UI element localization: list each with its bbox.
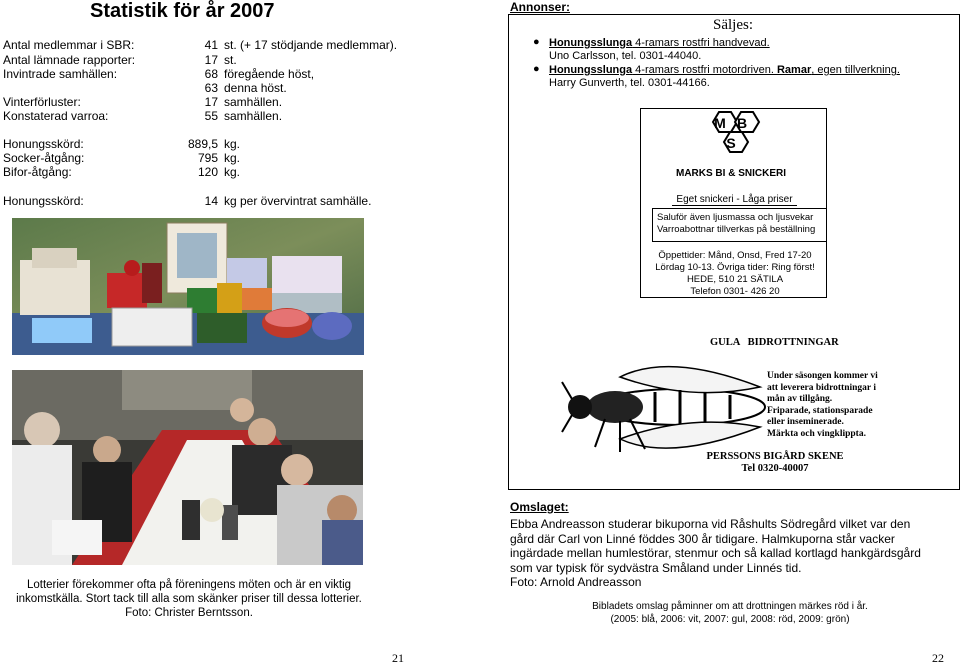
ad-footer-line: Tel 0320-40007 bbox=[741, 463, 809, 474]
harvest-value: 120 bbox=[197, 165, 218, 179]
marks-bi-ad bbox=[640, 108, 890, 298]
logo-letter: B bbox=[736, 115, 748, 131]
business-info-box bbox=[652, 208, 827, 242]
harvest-unit: kg. bbox=[224, 137, 241, 151]
ad-body bbox=[767, 371, 878, 440]
ad-item: Ramar bbox=[776, 64, 812, 76]
bullet-icon: ● bbox=[533, 63, 540, 75]
cover-line: Ebba Andreasson studerar bikuporna vid Råshults Södregård vilket var den bbox=[510, 517, 911, 531]
stat-unit: st. bbox=[224, 53, 237, 67]
harvest-label: Honungsskörd: bbox=[3, 137, 84, 151]
hours-line: Lördag 10-13. Övriga tider: Ring först! bbox=[655, 262, 815, 273]
cover-line: ingärdade mellan humlestörar, stenmur och så kallad kortlagd hankgärdsgård bbox=[510, 546, 921, 560]
ad-body-line: Märkta och vingklippta. bbox=[767, 428, 866, 439]
stat-label: Vinterförluster: bbox=[3, 95, 81, 109]
raffle-prizes-photo bbox=[12, 218, 364, 355]
logo-letter: M bbox=[714, 115, 726, 131]
harvest-value: 889,5 bbox=[187, 137, 218, 151]
stat-value: 17 bbox=[204, 95, 218, 109]
stat-unit: samhällen. bbox=[224, 95, 283, 109]
bibladet-note bbox=[510, 601, 950, 626]
harvest-value: 795 bbox=[197, 151, 218, 165]
ad-contact: Uno Carlsson, tel. 0301-44040. bbox=[549, 50, 702, 62]
stat-value: 68 bbox=[204, 67, 218, 81]
ad-contact: Harry Gunverth, tel. 0301-44166. bbox=[549, 77, 710, 89]
cover-line: som var typisk för sydvästra Småland under Linnés tid. bbox=[510, 560, 802, 575]
cover-line: gård där Carl von Linné föddes 300 år tidigare. Halmkuporna står vacker bbox=[510, 531, 895, 546]
ad-description: , egen tillverkning. bbox=[811, 64, 900, 76]
ad-heading: GULA BIDROTTNINGAR bbox=[710, 337, 839, 348]
ad-body-line: Under säsongen kommer vi bbox=[767, 371, 878, 381]
stat-label: Antal medlemmar i SBR: bbox=[3, 38, 135, 52]
harvest-unit: kg. bbox=[224, 151, 241, 165]
gula-bidrottningar-ad bbox=[560, 333, 950, 483]
note-line: Bibladets omslag påminner om att drottningen märkes röd i år. bbox=[592, 601, 868, 612]
for-sale-heading: Säljes: bbox=[713, 17, 753, 33]
caption-line: inkomstkälla. Stort tack till alla som skänker priser till dessa lotterier. bbox=[16, 593, 362, 605]
cover-line: Foto: Arnold Andreasson bbox=[510, 575, 642, 589]
stat-label: Konstaterad varroa: bbox=[3, 109, 109, 123]
business-tagline: Eget snickeri - Låga priser bbox=[672, 194, 797, 206]
meeting-photo bbox=[12, 370, 363, 565]
ad-footer-line: PERSSONS BIGÅRD SKENE bbox=[706, 451, 844, 462]
per-colony-value: 14 bbox=[204, 194, 218, 208]
ad-listing bbox=[549, 37, 770, 50]
stat-unit: samhällen. bbox=[224, 109, 283, 123]
raffle-prizes-illustration bbox=[12, 218, 364, 355]
harvest-label: Bifor-åtgång: bbox=[3, 165, 72, 179]
ad-body-line: att leverera bidrottningar i bbox=[767, 382, 876, 393]
hours-line: Telefon 0301- 426 20 bbox=[690, 286, 780, 297]
page-title: Statistik för år 2007 bbox=[90, 0, 275, 22]
stat-label: Antal lämnade rapporter: bbox=[3, 53, 136, 67]
ad-description: 4-ramars rostfri handvevad. bbox=[632, 37, 770, 49]
caption-line: Foto: Christer Berntsson. bbox=[125, 607, 253, 619]
stat-label: Invintrade samhällen: bbox=[3, 67, 118, 81]
ad-body-line: Friparade, stationsparade bbox=[767, 405, 873, 416]
business-name: MARKS BI & SNICKERI bbox=[675, 168, 786, 179]
opening-hours bbox=[644, 250, 826, 298]
stat-value: 17 bbox=[204, 53, 218, 67]
ads-heading: Annonser: bbox=[510, 0, 570, 14]
stat-value: 55 bbox=[204, 109, 218, 123]
caption-line: Lotterier förekommer ofta på föreningens möten och är en viktig bbox=[26, 579, 352, 591]
per-colony-unit: kg per övervintrat samhälle. bbox=[224, 194, 372, 208]
stat-unit: föregående höst, bbox=[224, 67, 315, 81]
stat-unit: st. (+ 17 stödjande medlemmar). bbox=[224, 38, 398, 52]
note-line: (2005: blå, 2006: vit, 2007: gul, 2008: röd, 2009: grön) bbox=[610, 613, 850, 625]
queen-bee-illustration bbox=[560, 347, 775, 457]
harvest-unit: kg. bbox=[224, 165, 241, 179]
ad-footer bbox=[660, 451, 890, 475]
stat-value: 41 bbox=[204, 38, 218, 52]
ad-body-line: mån av tillgång. bbox=[767, 394, 833, 404]
ad-item: Honungsslunga bbox=[549, 64, 633, 76]
page-number-right: 22 bbox=[932, 651, 944, 665]
bullet-icon: ● bbox=[533, 36, 540, 48]
ad-description: 4-ramars rostfri motordriven. bbox=[632, 64, 777, 76]
stat-unit: denna höst. bbox=[224, 81, 287, 95]
ad-item: Honungsslunga bbox=[549, 37, 633, 49]
ad-body-line: eller inseminerade. bbox=[767, 417, 844, 427]
meeting-illustration bbox=[12, 370, 363, 565]
cover-description bbox=[510, 517, 950, 590]
cover-heading: Omslaget: bbox=[510, 500, 569, 514]
hours-line: HEDE, 510 21 SÄTILA bbox=[686, 274, 784, 285]
info-line: Varroabottnar tillverkas på beställning bbox=[657, 224, 816, 235]
logo-letter: S bbox=[726, 135, 736, 151]
info-line: Saluför även ljusmassa och ljusvekar bbox=[657, 212, 814, 223]
page-number-left: 21 bbox=[392, 651, 404, 665]
ad-listing bbox=[549, 64, 900, 77]
stat-value: 63 bbox=[204, 81, 218, 95]
per-colony-label: Honungsskörd: bbox=[3, 194, 84, 208]
harvest-label: Socker-åtgång: bbox=[3, 151, 85, 165]
hours-line: Öppettider: Månd, Onsd, Fred 17-20 bbox=[658, 250, 812, 261]
